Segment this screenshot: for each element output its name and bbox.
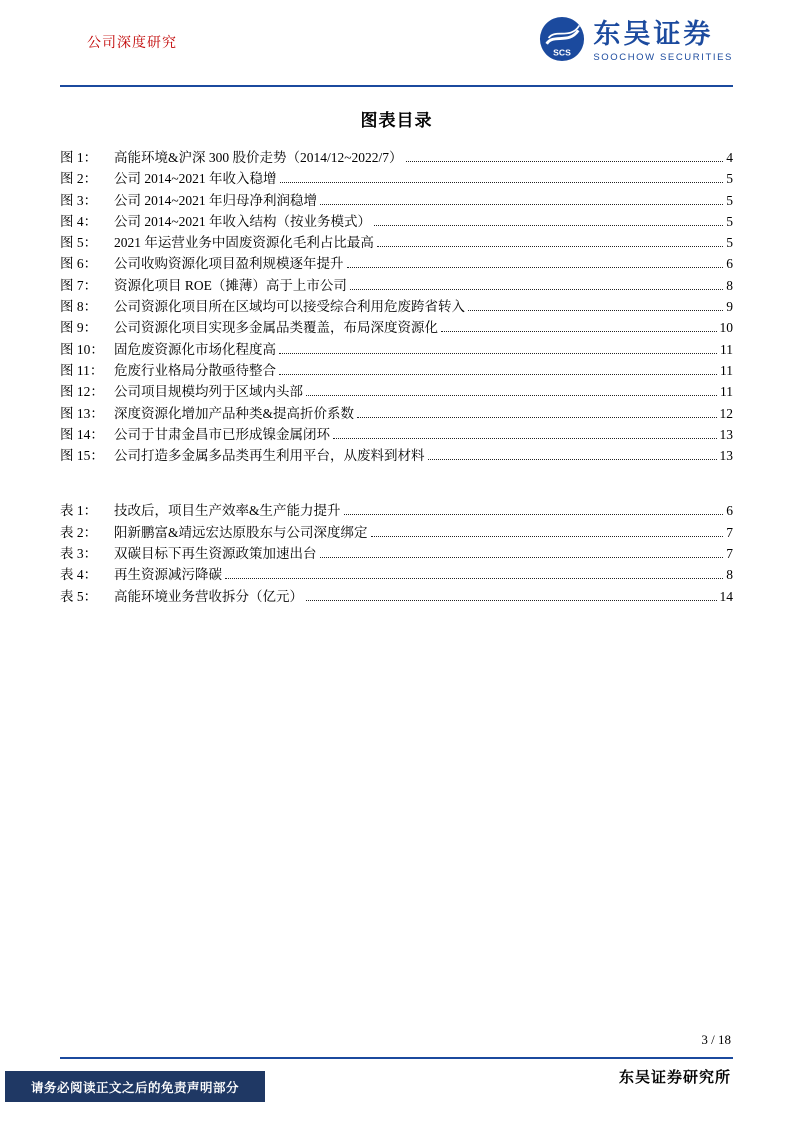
toc-entry-page: 10 [719,320,733,336]
toc-dot-leader [377,246,723,247]
toc-entry-title: 公司 2014~2021 年收入结构（按业务模式） [114,213,372,229]
toc-entry-title: 2021 年运营业务中固废资源化毛利占比最高 [114,235,374,251]
toc-entry-label: 图 10： [60,341,104,357]
toc-entry-page: 7 [726,524,733,540]
toc-table-entry[interactable] [60,586,733,607]
toc-dot-leader [350,289,723,290]
toc-entry-title: 危废行业格局分散亟待整合 [114,362,276,378]
soochow-logo-icon [539,16,585,67]
toc-entry-title: 公司打造多金属多品类再生利用平台，从废料到材料 [114,448,425,464]
toc-entry-label: 图 15： [60,448,104,464]
toc-entry-label: 图 1： [60,150,98,165]
report-category: 公司深度研究 [87,36,177,51]
toc-dot-leader [428,459,717,460]
toc-dot-leader [320,557,724,558]
toc-entry-title: 高能环境&沪深 300 股价走势（2014/12~2022/7） [114,150,403,165]
toc-figure-entry[interactable] [60,317,733,338]
toc-figure-entry[interactable] [60,147,733,168]
toc-dot-leader [371,536,724,537]
brand-subtitle: SOOCHOW SECURITIES [593,51,733,63]
toc-figure-entry[interactable] [60,275,733,296]
toc-figure-entry[interactable] [60,403,733,424]
brand-logo [539,16,733,67]
toc-entry-page: 13 [719,426,733,442]
toc-entry-title: 阳新鹏富&靖远宏达原股东与公司深度绑定 [114,524,368,540]
toc-dot-leader [374,225,723,226]
toc-dot-leader [280,182,724,183]
toc-figure-entry[interactable] [60,190,733,211]
toc-dot-leader [306,395,717,396]
toc-dot-leader [406,161,724,162]
toc-entry-title: 资源化项目 ROE（摊薄）高于上市公司 [114,277,347,293]
toc-entry-page: 5 [726,192,733,208]
toc-entry-title: 公司收购资源化项目盈利规模逐年提升 [114,256,344,272]
toc-entry-title: 固危废资源化市场化程度高 [114,341,276,357]
toc-title: 图表目录 [360,111,433,130]
toc-entry-label: 表 3： [60,546,98,562]
toc-entry-label: 图 14： [60,426,104,442]
toc-figure-list [60,147,733,466]
footer-divider [60,1057,733,1059]
toc-figure-entry[interactable] [60,424,733,445]
toc-dot-leader [320,204,723,205]
toc-dot-leader [357,417,716,418]
toc-entry-page: 5 [726,213,733,229]
toc-dot-leader [306,600,717,601]
toc-entry-page: 8 [726,277,733,293]
toc-dot-leader [279,353,717,354]
toc-table-entry[interactable] [60,522,733,543]
toc-entry-page: 13 [719,448,733,464]
toc-figure-entry[interactable] [60,296,733,317]
toc-entry-label: 表 2： [60,524,98,540]
toc-figure-entry[interactable] [60,339,733,360]
toc-entry-title: 深度资源化增加产品种类&提高折价系数 [114,405,355,421]
toc-entry-label: 图 8： [60,299,98,315]
toc-entry-label: 图 7： [60,277,98,293]
toc-entry-label: 表 1： [60,503,98,519]
toc-entry-page: 7 [726,546,733,562]
research-institute: 东吴证券研究所 [618,1070,731,1086]
toc-dot-leader [279,374,717,375]
toc-entry-page: 5 [726,171,733,187]
toc-entry-label: 图 12： [60,384,104,400]
toc-entry-page: 11 [720,362,733,378]
toc-dot-leader [441,331,717,332]
toc-figure-entry[interactable] [60,168,733,189]
toc-figure-entry[interactable] [60,445,733,466]
page-number: 3 / 18 [701,1032,731,1047]
toc-table-entry[interactable] [60,543,733,564]
toc-dot-leader [344,514,724,515]
toc-dot-leader [225,578,723,579]
toc-figure-entry[interactable] [60,211,733,232]
toc-entry-page: 14 [719,588,733,604]
toc-entry-title: 公司资源化项目所在区域均可以接受综合利用危废跨省转入 [114,299,465,315]
toc-table-list [60,500,733,606]
toc-entry-label: 图 2： [60,171,98,187]
toc-entry-page: 12 [719,405,733,421]
toc-table-entry[interactable] [60,564,733,585]
toc-entry-title: 公司于甘肃金昌市已形成镍金属闭环 [114,426,330,442]
toc-entry-title: 双碳目标下再生资源政策加速出台 [114,546,317,562]
toc-entry-title: 再生资源减污降碳 [114,567,222,583]
toc-entry-title: 公司 2014~2021 年收入稳增 [114,171,277,187]
disclaimer-banner: 请务必阅读正文之后的免责声明部分 [4,1070,266,1103]
header-divider [60,85,733,87]
toc-table-entry[interactable] [60,500,733,521]
toc-entry-page: 11 [720,341,733,357]
toc-entry-page: 5 [726,235,733,251]
toc-entry-label: 表 4： [60,567,98,583]
toc-figure-entry[interactable] [60,381,733,402]
toc-figure-entry[interactable] [60,253,733,274]
toc-entry-label: 表 5： [60,588,98,604]
toc-entry-title: 高能环境业务营收拆分（亿元） [114,588,303,604]
toc-entry-page: 4 [726,150,733,165]
toc-entry-label: 图 13： [60,405,104,421]
logo-monogram-text: SCS [553,47,572,58]
toc-entry-page: 11 [720,384,733,400]
toc-dot-leader [333,438,717,439]
toc-dot-leader [347,267,724,268]
toc-figure-entry[interactable] [60,360,733,381]
figure-table-of-contents [60,106,733,607]
toc-entry-page: 9 [726,299,733,315]
toc-entry-title: 公司 2014~2021 年归母净利润稳增 [114,192,318,208]
toc-entry-page: 6 [726,256,733,272]
toc-figure-entry[interactable] [60,232,733,253]
toc-entry-page: 8 [726,567,733,583]
toc-entry-title: 技改后，项目生产效率&生产能力提升 [114,503,341,519]
toc-entry-title: 公司项目规模均列于区域内头部 [114,384,303,400]
toc-entry-page: 6 [726,503,733,519]
toc-dot-leader [468,310,723,311]
toc-entry-title: 公司资源化项目实现多金属品类覆盖，布局深度资源化 [114,320,438,336]
toc-entry-label: 图 3： [60,192,98,208]
toc-entry-label: 图 6： [60,256,98,272]
toc-entry-label: 图 11： [60,362,104,378]
toc-entry-label: 图 9： [60,320,98,336]
toc-entry-label: 图 5： [60,235,98,251]
brand-name: 东吴证券 [593,19,714,50]
toc-entry-label: 图 4： [60,213,98,229]
